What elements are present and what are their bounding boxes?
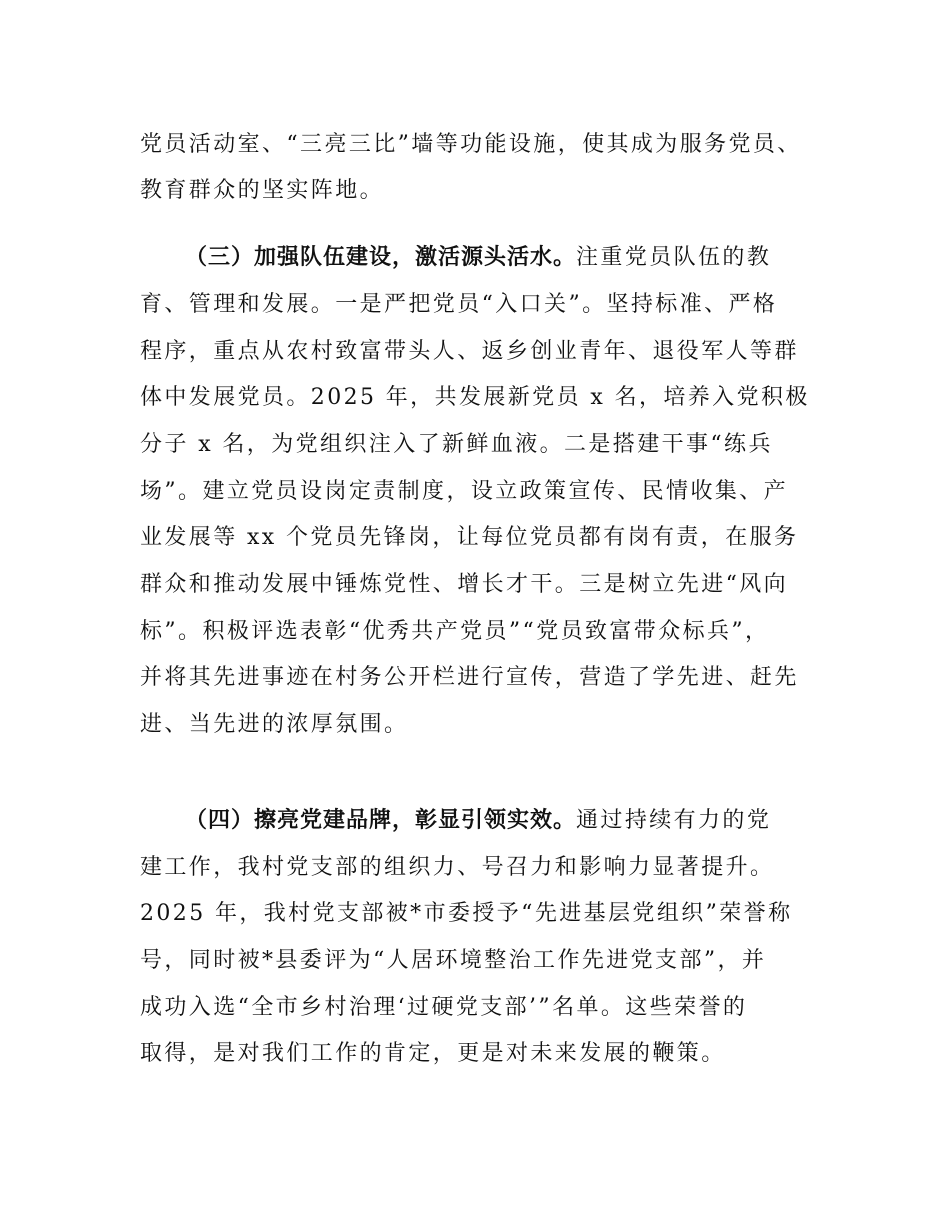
paragraph-line: 标”。积极评选表彰“优秀共产党员”“党员致富带众标兵”， <box>140 619 770 644</box>
paragraph-line: 2025 年，我村党支部被*市委授予“先进基层党组织”荣誉称 <box>140 901 793 926</box>
section-heading: （四）擦亮党建品牌，彰显引领实效。 <box>185 808 577 833</box>
paragraph-line: 进、当先进的浓厚氛围。 <box>140 712 409 737</box>
paragraph-line: 并将其先进事迹在村务公开栏进行宣传，营造了学先进、赶先 <box>140 665 799 690</box>
paragraph-line: 教育群众的坚实阵地。 <box>140 178 385 203</box>
paragraph-line: 程序，重点从农村致富带头人、返乡创业青年、退役军人等群 <box>140 339 799 364</box>
paragraph-line: 取得，是对我们工作的肯定，更是对未来发展的鞭策。 <box>140 1041 726 1066</box>
paragraph-line: 成功入选“全市乡村治理‘过硬党支部’”名单。这些荣誉的 <box>140 995 748 1020</box>
paragraph-text: 通过持续有力的党 <box>576 808 772 833</box>
section-heading: （三）加强队伍建设，激活源头活水。 <box>185 245 577 270</box>
paragraph-line: 分子 x 名，为党组织注入了新鲜血液。二是搭建干事“练兵 <box>140 432 773 457</box>
section-heading-line <box>185 806 771 836</box>
paragraph-line: 育、管理和发展。一是严把党员“入口关”。坚持标准、严格 <box>140 292 778 317</box>
paragraph-line: 业发展等 xx 个党员先锋岗，让每位党员都有岗有责，在服务 <box>140 525 799 550</box>
paragraph-line: 建工作，我村党支部的组织力、号召力和影响力显著提升。 <box>140 855 775 880</box>
paragraph-line: 党员活动室、“三亮三比”墙等功能设施，使其成为服务党员、 <box>140 132 802 157</box>
paragraph-line: 群众和推动发展中锤炼党性、增长才干。三是树立先进“风向 <box>140 572 789 597</box>
paragraph-text: 注重党员队伍的教 <box>576 245 772 270</box>
section-heading-line <box>185 243 771 273</box>
paragraph-line: 体中发展党员。2025 年，共发展新党员 x 名，培养入党积极 <box>140 385 810 410</box>
paragraph-line: 号，同时被*县委评为“人居环境整治工作先进党支部”，并 <box>140 948 767 973</box>
paragraph-line: 场”。建立党员设岗定责制度，设立政策宣传、民情收集、产 <box>140 479 789 504</box>
